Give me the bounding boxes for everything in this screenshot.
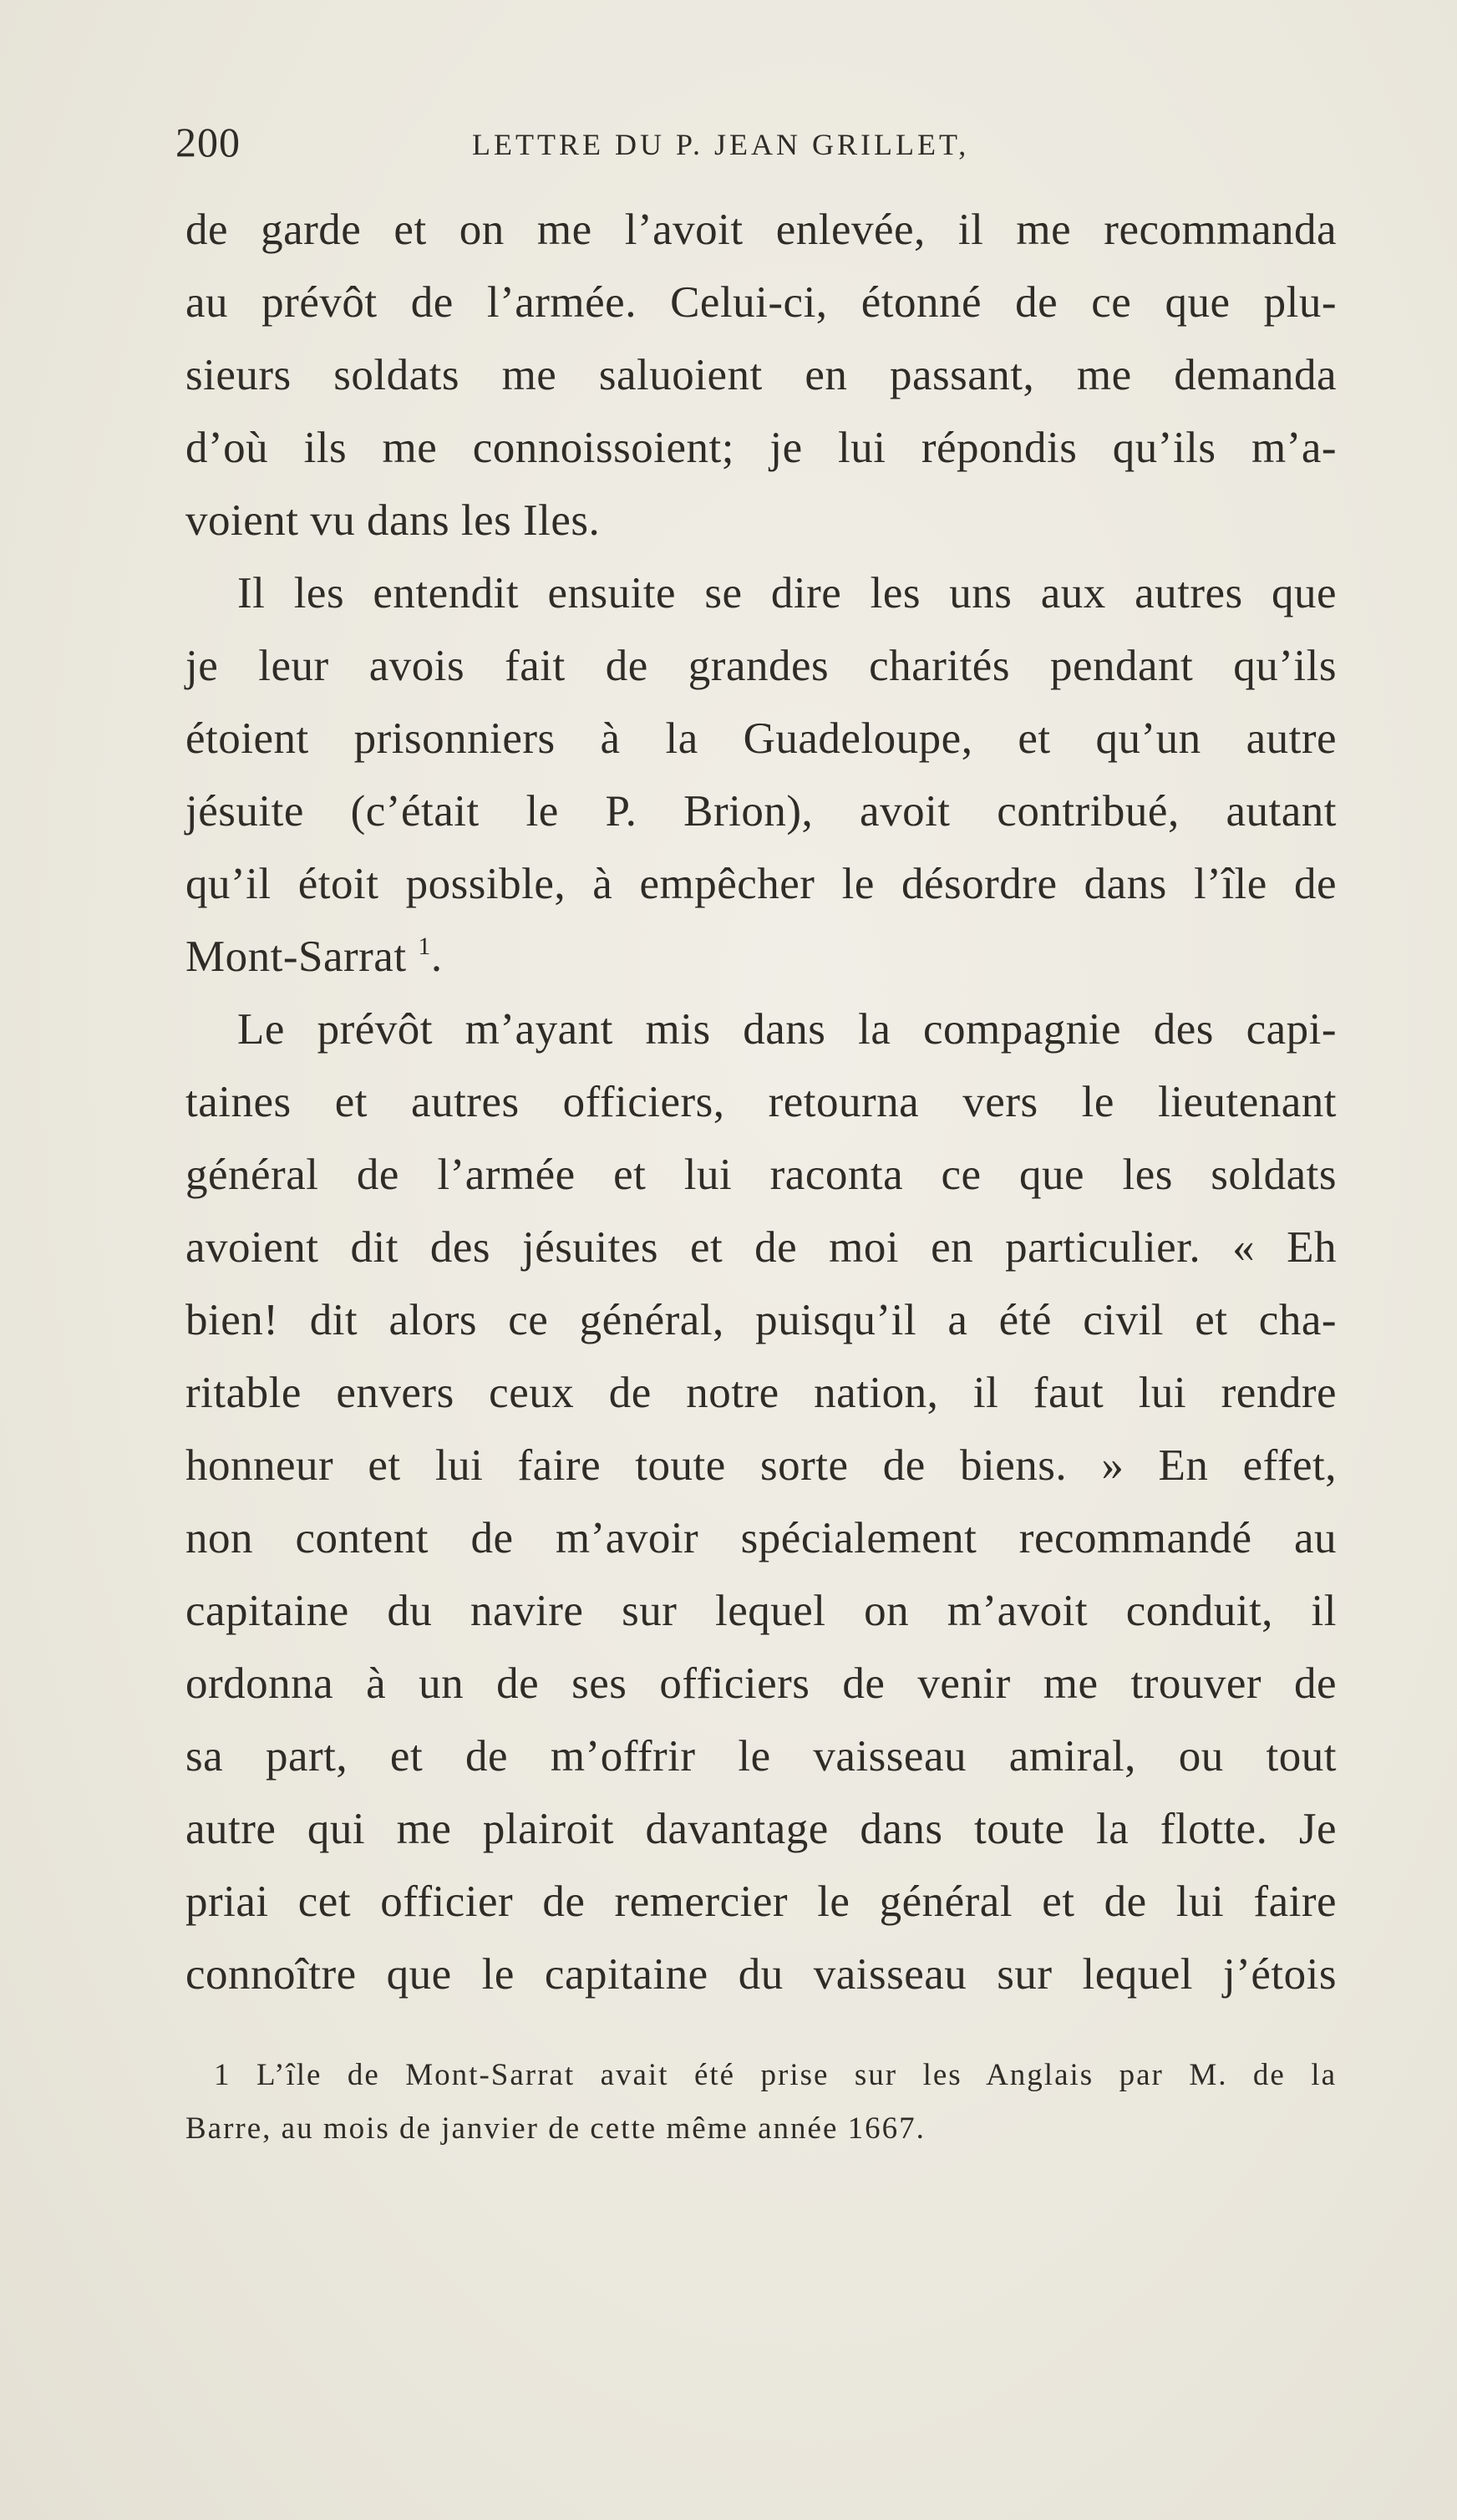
text-line: non content de m’avoir spécialement recommandé au bbox=[185, 1514, 1337, 1562]
footnote-marker: 1 bbox=[214, 2058, 231, 2092]
text-line: Le prévôt m’ayant mis dans la compagnie des capi- bbox=[237, 1005, 1337, 1054]
text-line: étoient prisonniers à la Guadeloupe, et qu’un autre bbox=[185, 714, 1337, 763]
text-line: voient vu dans les Iles. bbox=[185, 496, 601, 545]
page-number: 200 bbox=[175, 119, 241, 165]
text-line: honneur et lui faire toute sorte de biens. » En effet, bbox=[185, 1441, 1337, 1490]
text-line: ritable envers ceux de notre nation, il faut lui rendre bbox=[185, 1369, 1337, 1417]
text-line: sieurs soldats me saluoient en passant, me demanda bbox=[185, 351, 1337, 399]
text-line: priai cet officier de remercier le général et de lui faire bbox=[185, 1877, 1337, 1926]
body-text bbox=[185, 194, 1337, 2011]
text-line: général de l’armée et lui raconta ce que les soldats bbox=[185, 1151, 1337, 1199]
footnote bbox=[185, 2049, 1337, 2156]
running-head bbox=[175, 117, 1345, 167]
text-line: autre qui me plairoit davantage dans toute la flotte. Je bbox=[185, 1805, 1337, 1853]
text-line: connoître que le capitaine du vaisseau sur lequel j’étois bbox=[185, 1950, 1337, 1999]
text-fragment: Mont-Sarrat bbox=[185, 932, 407, 981]
text-line: qu’il étoit possible, à empêcher le désordre dans l’île de bbox=[185, 860, 1337, 908]
text-line-with-footnote-ref bbox=[185, 921, 1337, 993]
footnote-line: Barre, au mois de janvier de cette même année 1667. bbox=[185, 2111, 926, 2146]
text-line: de garde et on me l’avoit enlevée, il me recommanda bbox=[185, 206, 1337, 254]
text-line: avoient dit des jésuites et de moi en particulier. « Eh bbox=[185, 1223, 1337, 1272]
text-line: ordonna à un de ses officiers de venir me trouver de bbox=[185, 1659, 1337, 1708]
text-line: taines et autres officiers, retourna vers le lieutenant bbox=[185, 1078, 1337, 1126]
text-line: capitaine du navire sur lequel on m’avoit conduit, il bbox=[185, 1587, 1337, 1635]
footnote-line bbox=[185, 2049, 1337, 2102]
text-line: au prévôt de l’armée. Celui-ci, étonné de ce que plu- bbox=[185, 278, 1337, 327]
text-fragment: . bbox=[430, 932, 443, 981]
text-line: jésuite (c’était le P. Brion), avoit contribué, autant bbox=[185, 787, 1337, 836]
text-line: sa part, et de m’offrir le vaisseau amiral, ou tout bbox=[185, 1732, 1337, 1781]
text-line: Il les entendit ensuite se dire les uns aux autres que bbox=[237, 569, 1337, 617]
text-line: d’où ils me connoissoient; je lui répondis qu’ils m’a- bbox=[185, 424, 1337, 472]
text-line: je leur avois fait de grandes charités pendant qu’ils bbox=[185, 642, 1337, 690]
footnote-text: L’île de Mont-Sarrat avait été prise sur les Anglais par M. de la bbox=[256, 2058, 1338, 2092]
footnote-reference: 1 bbox=[418, 932, 431, 960]
text-line: bien! dit alors ce général, puisqu’il a été civil et cha- bbox=[185, 1296, 1337, 1344]
running-title: LETTRE DU P. JEAN GRILLET, bbox=[472, 128, 970, 161]
